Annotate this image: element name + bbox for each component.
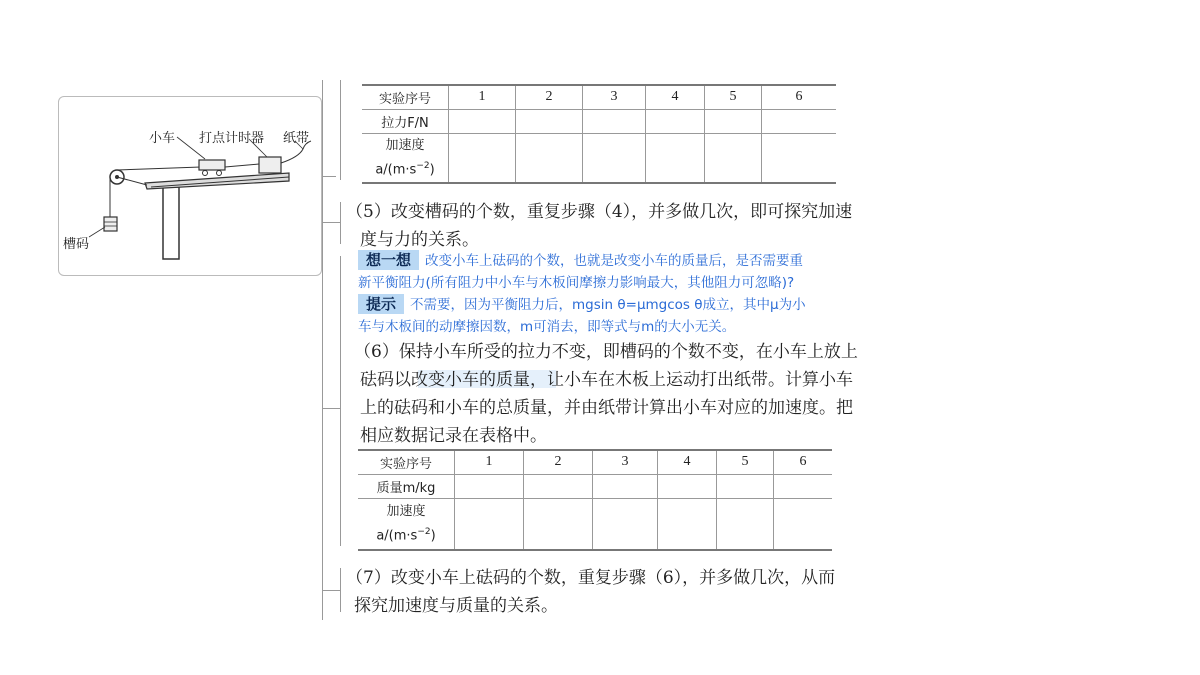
step6-text: （6）保持小车所受的拉力不变，即槽码的个数不变，在小车上放上 砝码以改变小车的质量，让小车在木板上运动打出纸带。计算小车 上的砝码和小车的总质量，并由纸带计算出小车对应的加速度。把 相应数据记录在表格中。 — [354, 342, 858, 446]
empty-cell — [646, 109, 705, 133]
empty-cell — [658, 474, 717, 498]
mass-data-table — [358, 449, 832, 551]
empty-cell — [762, 109, 837, 133]
hint-tag: 提示 — [358, 294, 404, 314]
empty-cell — [705, 133, 762, 183]
empty-cell — [762, 133, 837, 183]
think-tag: 想一想 — [358, 250, 419, 270]
bracket-tick — [322, 222, 340, 223]
row-label-acceleration: 加速度 $a/(m\cdot s^{-2})$ — [362, 133, 449, 183]
label-tape: 纸带 — [283, 131, 310, 146]
table-header-cell: 1 — [455, 450, 524, 474]
empty-cell — [658, 498, 717, 550]
row-label-force: 拉力F/N — [362, 109, 449, 133]
table-header-cell: 实验序号 — [358, 450, 455, 474]
empty-cell — [717, 474, 774, 498]
think-note: 想一想 改变小车上砝码的个数，也就是改变小车的质量后，是否需要重 新平衡阻力(所有阻力中小车与木板间摩擦力影响最大，其他阻力可忽略)? 提示 不需要，因为平衡阻力后，mgsin θ=μmgcos θ成立，其中μ为小 车与木板间的动摩擦因数，m可消去，即等式与m的大小无关。 — [358, 251, 806, 335]
empty-cell — [583, 133, 646, 183]
empty-cell — [449, 109, 516, 133]
empty-cell — [449, 133, 516, 183]
empty-cell — [646, 133, 705, 183]
table-header-cell: 2 — [524, 450, 593, 474]
empty-cell — [583, 109, 646, 133]
table-header-cell: 6 — [774, 450, 833, 474]
table-header-cell: 3 — [593, 450, 658, 474]
row-label-mass: 质量m/kg — [358, 474, 455, 498]
table-header-cell: 4 — [658, 450, 717, 474]
empty-cell — [524, 498, 593, 550]
table-header-cell: 2 — [516, 85, 583, 109]
empty-cell — [455, 474, 524, 498]
apparatus-figure — [58, 96, 322, 276]
force-data-table — [362, 84, 836, 184]
bracket-tick — [322, 176, 336, 177]
bracket-tick — [322, 408, 340, 409]
empty-cell — [524, 474, 593, 498]
empty-cell — [593, 498, 658, 550]
wooden-board — [145, 173, 289, 189]
label-weights: 槽码 — [63, 237, 90, 252]
row-label-acceleration: 加速度 $a/(m\cdot s^{-2})$ — [358, 498, 455, 550]
table-leg — [163, 187, 179, 259]
table-header-cell: 4 — [646, 85, 705, 109]
empty-cell — [593, 474, 658, 498]
bracket-step7 — [340, 568, 341, 612]
bracket-main — [322, 80, 323, 620]
bracket-step5 — [340, 202, 341, 244]
cart — [199, 160, 225, 170]
table-header-cell: 1 — [449, 85, 516, 109]
empty-cell — [516, 109, 583, 133]
empty-cell — [717, 498, 774, 550]
empty-cell — [774, 474, 833, 498]
step5-text: （5）改变槽码的个数，重复步骤（4），并多做几次，即可探究加速 度与力的关系。 — [346, 202, 853, 250]
apparatus-drawing — [59, 97, 321, 275]
empty-cell — [774, 498, 833, 550]
bracket-step6 — [340, 256, 341, 546]
string — [117, 167, 201, 170]
hanging-weights — [104, 217, 117, 231]
table-header-cell: 5 — [705, 85, 762, 109]
table-header-cell: 3 — [583, 85, 646, 109]
bracket-table1 — [340, 80, 341, 180]
empty-cell — [516, 133, 583, 183]
bracket-tick — [322, 590, 340, 591]
table-header-cell: 实验序号 — [362, 85, 449, 109]
table-header-cell: 6 — [762, 85, 837, 109]
label-cart: 小车 — [149, 131, 176, 146]
empty-cell — [455, 498, 524, 550]
label-timer: 打点计时器 — [199, 131, 265, 146]
empty-cell — [705, 109, 762, 133]
spark-timer — [259, 157, 281, 173]
step7-text: （7）改变小车上砝码的个数，重复步骤（6），并多做几次，从而 探究加速度与质量的关系。 — [346, 568, 836, 616]
table-header-cell: 5 — [717, 450, 774, 474]
